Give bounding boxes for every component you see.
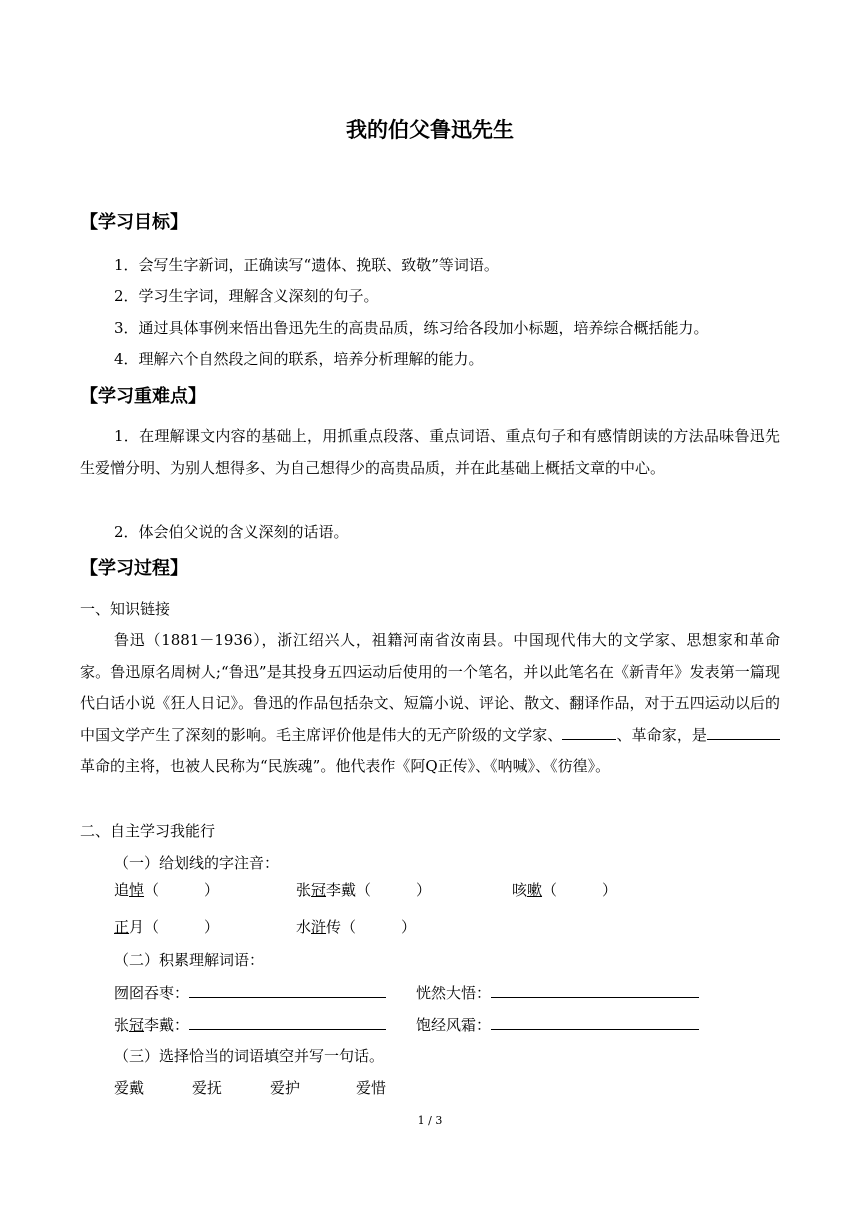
objective-item: 3．通过具体事例来悟出鲁迅先生的高贵品质，练习给各段加小标题，培养综合概括能力。 [114, 319, 709, 337]
objective-item: 2．学习生字词，理解含义深刻的句子。 [114, 287, 379, 305]
term-answer-line[interactable] [491, 1014, 699, 1030]
subsection-pinyin-title: （一）给划线的字注音： [114, 854, 280, 872]
part1-title: 一、知识链接 [80, 600, 171, 618]
subsection-choice-title: （三）选择恰当的词语填空并写一句话。 [114, 1047, 385, 1065]
objectives-heading: 【学习目标】 [80, 212, 188, 233]
term-item: 饱经风霜： [416, 1014, 699, 1035]
fill-blank-2[interactable] [707, 724, 780, 740]
choice-word: 爱护 [270, 1079, 301, 1097]
pinyin-item: 张冠李戴（ ） [296, 881, 432, 899]
fill-blank-1[interactable] [562, 724, 616, 740]
biography-paragraph [80, 625, 780, 783]
choice-word: 爱惜 [356, 1079, 387, 1097]
pinyin-item: 咳嗽（ ） [512, 881, 618, 899]
part2-title: 二、自主学习我能行 [80, 822, 216, 840]
pinyin-item: 水浒传（ ） [296, 918, 417, 936]
term-item: 恍然大悟： [416, 982, 699, 1003]
objective-item: 1．会写生字新词，正确读写“遗体、挽联、致敬”等词语。 [114, 256, 499, 274]
term-answer-line[interactable] [189, 982, 386, 998]
objective-item: 4．理解六个自然段之间的联系，培养分析理解的能力。 [114, 350, 484, 368]
bio-text-b: 、革命家，是 [616, 725, 707, 744]
subsection-terms-title: （二）积累理解词语： [114, 951, 265, 969]
key-point-item: 1．在理解课文内容的基础上，用抓重点段落、重点词语、重点句子和有感情朗读的方法品味鲁迅先生爱憎分明、为别人想得多、为自己想得少的高贵品质，并在此基础上概括文章的中心。 [80, 427, 780, 477]
page-number: 1 / 3 [417, 1114, 443, 1127]
key-points-heading: 【学习重难点】 [80, 386, 206, 407]
pinyin-item: 正月（ ） [114, 918, 220, 936]
bio-text-c: 革命的主将，也被人民称为“民族魂”。他代表作《阿Q正传》、《呐喊》、《彷徨》。 [80, 757, 611, 775]
term-answer-line[interactable] [189, 1014, 386, 1030]
term-answer-line[interactable] [491, 982, 699, 998]
key-point-item: 2．体会伯父说的含义深刻的话语。 [114, 523, 349, 541]
pinyin-item: 追悼（ ） [114, 881, 220, 899]
process-heading: 【学习过程】 [80, 558, 188, 579]
bio-text-a: 鲁迅（1881－1936），浙江绍兴人，祖籍河南省汝南县。中国现代伟大的文学家、思想家和革命家。鲁迅原名周树人;“鲁迅”是其投身五四运动后使用的一个笔名，并以此笔名在《新青年》发表第一篇现代白话小说《狂人日记》。鲁迅的作品包括杂文、短篇小说、评论、散文、翻译作品，对于五四运动以后的中国文学产生了深刻的影响。毛主席评价他是伟大的无产阶级的文学家、 [80, 631, 780, 744]
term-item: 张冠李戴： [114, 1014, 386, 1035]
term-item: 囫囵吞枣： [114, 982, 386, 1003]
document-title: 我的伯父鲁迅先生 [346, 118, 514, 142]
choice-word: 爱戴 [114, 1079, 145, 1097]
choice-word: 爱抚 [192, 1079, 223, 1097]
